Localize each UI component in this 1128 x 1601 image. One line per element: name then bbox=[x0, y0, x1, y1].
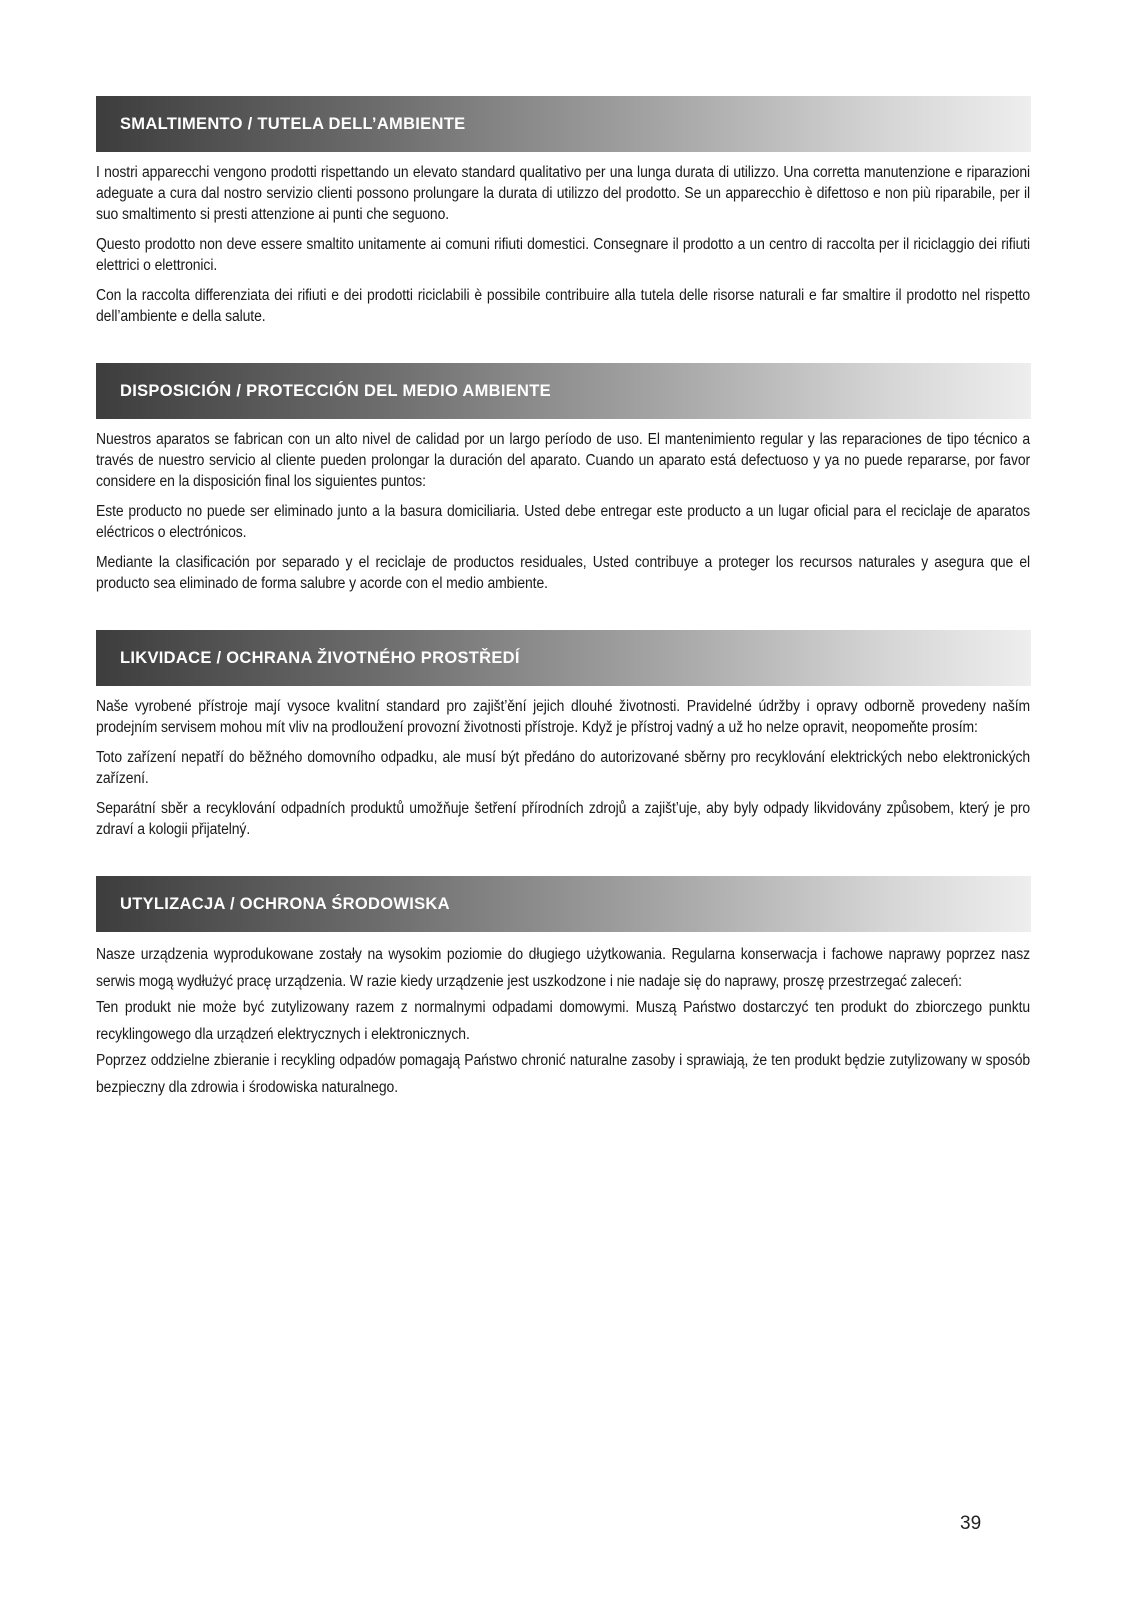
paragraph: Naše vyrobené přístroje mají vysoce kvalitní standard pro zajišt’ění jejich dlouhé životnosti. Pravidelné údržby i opravy odborně provedeny naším prodejním servisem mohou mít vliv na prodloužení provozní životnosti přístroje. Když je přístroj vadný a už ho nelze opravit, neopomeňte prosím: bbox=[96, 698, 1031, 736]
page-number: 39 bbox=[960, 1513, 982, 1534]
paragraph: Mediante la clasificación por separado y el reciclaje de productos residuales, Usted contribuye a proteger los recursos naturales y asegura que el producto sea eliminado de forma salubre y acorde con el medio ambiente. bbox=[96, 554, 1031, 592]
paragraph: Este producto no puede ser eliminado junto a la basura domiciliaria. Usted debe entregar este producto a un lugar oficial para el reciclaje de aparatos eléctricos o electrónicos. bbox=[96, 503, 1031, 541]
section-spanish bbox=[96, 363, 1031, 594]
section-title: UTYLIZACJA / OCHRONA ŚRODOWISKA bbox=[120, 894, 450, 913]
paragraph: Toto zařízení nepatří do běžného domovního odpadku, ale musí být předáno do autorizované sběrny pro recyklování elektrických nebo elektronických zařízení. bbox=[96, 749, 1031, 787]
paragraph: Poprzez oddzielne zbieranie i recykling odpadów pomagają Państwo chronić naturalne zasoby i sprawiają, że ten produkt będzie zutylizowany w sposób bezpieczny dla zdrowia i środowiska naturalnego. bbox=[96, 1052, 1031, 1096]
paragraph: Ten produkt nie może być zutylizowany razem z normalnymi odpadami domowymi. Muszą Państwo dostarczyć ten produkt do zbiorczego punktu recyklingowego dla urządzeń elektrycznych i elektronicznych. bbox=[96, 999, 1031, 1043]
section-title: SMALTIMENTO / TUTELA DELL’AMBIENTE bbox=[120, 114, 466, 133]
paragraph: Questo prodotto non deve essere smaltito unitamente ai comuni rifiuti domestici. Consegnare il prodotto a un centro di raccolta per il riciclaggio dei rifiuti elettrici o elettronici. bbox=[96, 236, 1031, 274]
section-czech bbox=[96, 630, 1031, 840]
paragraph: Nasze urządzenia wyprodukowane zostały na wysokim poziomie do długiego użytkowania. Regularna konserwacja i fachowe naprawy poprzez nasz serwis mogą wydłużyć pracę urządzenia. W razie kiedy urządzenie jest uszkodzone i nie nadaje się do naprawy, proszę przestrzegać zaleceń: bbox=[96, 946, 1031, 990]
section-header bbox=[96, 630, 1031, 686]
paragraph: Separátní sběr a recyklování odpadních produktů umožňuje šetření přírodních zdrojů a zajišt’uje, aby byly odpady likvidovány způsobem, který je pro zdraví a kologii přijatelný. bbox=[96, 800, 1031, 838]
paragraph: Con la raccolta differenziata dei rifiuti e dei prodotti riciclabili è possibile contribuire alla tutela delle risorse naturali e far smaltire il prodotto nel rispetto dell’ambiente e della salute. bbox=[96, 287, 1031, 325]
paragraph: Nuestros aparatos se fabrican con un alto nivel de calidad por un largo período de uso. El mantenimiento regular y las reparaciones de tipo técnico a través de nuestro servicio al cliente pueden prolongar la duración del aparato. Cuando un aparato está defectuoso y ya no puede repararse, por favor considere en la disposición final los siguientes puntos: bbox=[96, 431, 1031, 490]
paragraph: I nostri apparecchi vengono prodotti rispettando un elevato standard qualitativo per una lunga durata di utilizzo. Una corretta manutenzione e riparazioni adeguate a cura dal nostro servizio clienti possono prolungare la durata di utilizzo del prodotto. Se un apparecchio è difettoso e non più riparabile, per il suo smaltimento si presti attenzione ai punti che seguono. bbox=[96, 164, 1031, 223]
document-page bbox=[96, 96, 1031, 1137]
section-header bbox=[96, 363, 1031, 419]
section-italian bbox=[96, 96, 1031, 327]
section-header bbox=[96, 876, 1031, 932]
section-header bbox=[96, 96, 1031, 152]
section-title: LIKVIDACE / OCHRANA ŽIVOTNÉHO PROSTŘEDÍ bbox=[120, 648, 520, 667]
section-title: DISPOSICIÓN / PROTECCIÓN DEL MEDIO AMBIENTE bbox=[120, 381, 551, 400]
section-polish bbox=[96, 876, 1031, 1101]
